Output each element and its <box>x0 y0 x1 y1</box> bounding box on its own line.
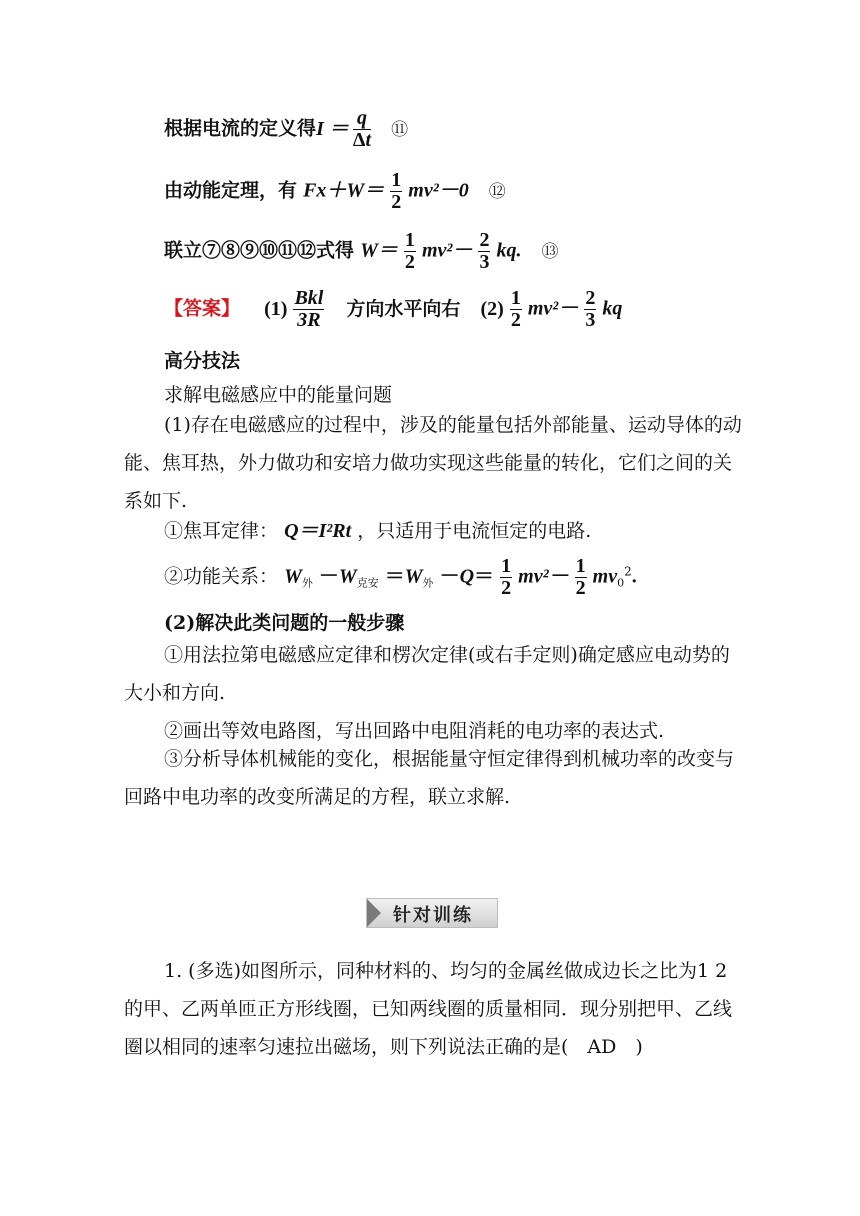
equation-line-12 <box>164 170 506 213</box>
section-title: 高分技法 <box>164 350 241 372</box>
equation-number: ⑬ <box>541 241 559 262</box>
current-definition-fraction: I ＝ <box>316 118 349 140</box>
two-thirds-fraction: $\frac{2}{3}$ <box>585 287 596 331</box>
answer-part2-expr: kq <box>602 297 623 320</box>
two-thirds-fraction: $\frac{2}{3}$ <box>479 229 490 273</box>
q-over-dt-fraction: $\frac{q}{\Delta t}$ <box>352 107 372 151</box>
equation-expr: Fx＋W＝ <box>303 179 385 202</box>
equation-number: ⑫ <box>488 181 506 202</box>
answer-part1-prefix: (1) <box>264 297 288 320</box>
question-text: 1. (多选)如图所示，同种材料的、均匀的金属丝做成边长之比为1 2的甲、乙两单匝正方形线圈，已知两线圈的质量相同．现分别把甲、乙线圈以相同的速率匀速拉出磁场，则下列说法正确的是( AD ) <box>124 960 733 1058</box>
half-fraction: $\frac{1}{2}$ <box>404 229 415 273</box>
equation-number: ⑪ <box>391 119 409 140</box>
answer-line <box>164 288 622 331</box>
half-fraction: $\frac{1}{2}$ <box>391 169 402 213</box>
equation-text: 由动能定理，有 <box>164 179 298 202</box>
question-1 <box>124 952 744 1066</box>
equation-expr: kq. <box>496 239 522 262</box>
half-fraction: $\frac{1}{2}$ <box>510 287 521 331</box>
arrow-icon <box>367 899 381 927</box>
answer-part1-denominator: 3R <box>297 309 321 331</box>
step-2: ②画出等效电路图，写出回路中电阻消耗的电功率的表达式. <box>164 720 665 742</box>
equation-line-11 <box>164 108 408 151</box>
step-3: ③分析导体机械能的变化，根据能量守恒定律得到机械功率的改变与回路中电功率的改变所满足的方程，联立求解. <box>124 748 735 808</box>
item-energy-relation: ②功能关系： $W_外 -W_{克安} =W_外 -Q=$ $\frac{1}{2}$ mv²－ $\frac{1}{2}$ $mv_0^2$. <box>164 555 637 599</box>
joule-formula: Q＝I²Rt <box>284 520 352 542</box>
answer-part1-fraction <box>293 288 324 331</box>
paragraph-text: (1)存在电磁感应的过程中，涉及的能量包括外部能量、运动导体的动能、焦耳热，外力做功和安培力做功实现这些能量的转化，它们之间的关系如下. <box>124 414 742 512</box>
subscript-outer: 外 <box>422 576 434 590</box>
practice-banner <box>366 898 498 928</box>
equation-line-13 <box>164 230 559 273</box>
item-label: ②功能关系： <box>164 565 279 588</box>
step-1: ①用法拉第电磁感应定律和楞次定律(或右手定则)确定感应电动势的大小和方向. <box>124 644 730 704</box>
answer-part2-expr: mv²－ <box>527 297 579 320</box>
half-fraction: $\frac{1}{2}$ <box>501 555 512 599</box>
subscript-outer: 外 <box>301 576 313 590</box>
answer-part1-numerator: Bkl <box>294 287 324 309</box>
answer-label: 【答案】 <box>164 297 241 320</box>
subscript-ampere: 克安 <box>356 576 379 590</box>
answer-part2-prefix: (2) <box>480 297 504 320</box>
equation-text: 联立⑦⑧⑨⑩⑪⑫式得 <box>164 239 355 262</box>
item-text: ，只适用于电流恒定的电路. <box>357 520 592 542</box>
item-joule-law <box>164 514 591 543</box>
equation-expr: W＝ <box>360 239 398 262</box>
half-fraction: $\frac{1}{2}$ <box>575 555 586 599</box>
answer-part1-text: 方向水平向右 <box>346 297 461 320</box>
paragraph-1 <box>124 406 744 520</box>
equation-text: 根据电流的定义得 <box>164 117 317 140</box>
banner-label: 针对训练 <box>393 905 473 926</box>
equation-expr: mv²－0 <box>408 179 469 202</box>
equation-expr: mv²－ <box>421 239 473 262</box>
paragraph-2-title: (2)解决此类问题的一般步骤 <box>164 612 405 634</box>
section-subtitle: 求解电磁感应中的能量问题 <box>164 384 393 406</box>
item-label: ①焦耳定律： <box>164 520 279 542</box>
